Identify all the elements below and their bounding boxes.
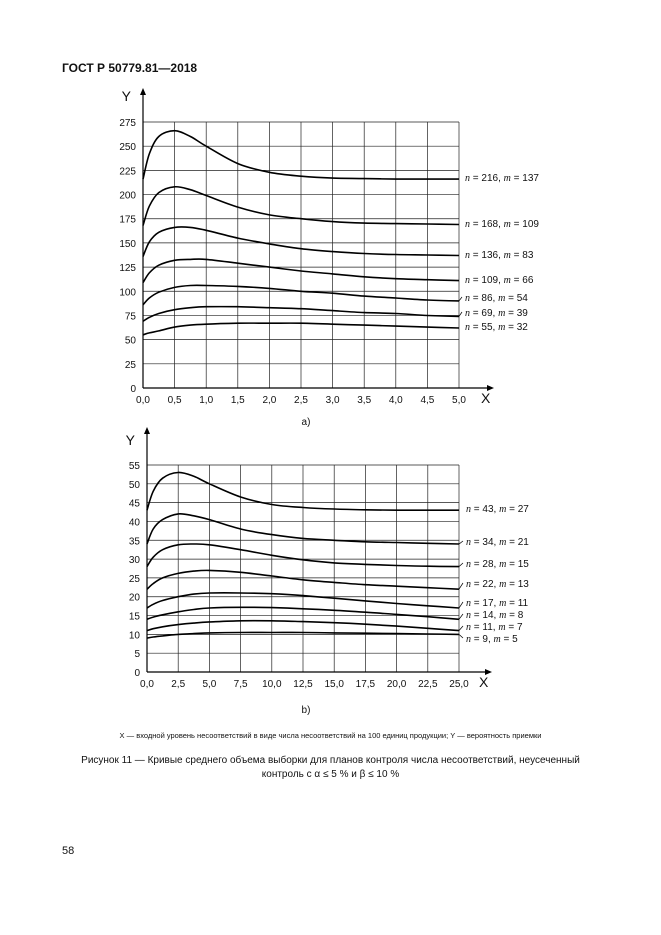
- y-tick-label: 150: [119, 238, 136, 250]
- y-tick-label: 125: [119, 263, 136, 275]
- series-label-leader: [459, 626, 463, 631]
- y-tick-label: 55: [128, 461, 140, 472]
- x-tick-label: 0,0: [136, 395, 150, 406]
- y-axis-arrow-icon: [140, 88, 146, 95]
- y-tick-label: 45: [128, 498, 140, 510]
- y-tick-label: 200: [119, 190, 136, 202]
- series-label: n = 69, m = 39: [465, 308, 528, 319]
- series-label: n = 109, m = 66: [465, 275, 534, 286]
- series-label: n = 43, m = 27: [466, 504, 529, 515]
- x-tick-label: 5,0: [452, 395, 466, 406]
- x-tick-label: 22,5: [418, 679, 438, 690]
- x-tick-label: 2,5: [294, 395, 308, 406]
- y-tick-label: 25: [128, 573, 140, 585]
- y-tick-label: 100: [119, 287, 136, 299]
- figure-caption: [60, 754, 601, 782]
- y-tick-label: 75: [124, 311, 136, 323]
- x-tick-label: 5,0: [202, 679, 217, 690]
- standard-header: ГОСТ Р 50779.81—2018: [62, 61, 198, 75]
- series-label: n = 9, m = 5: [466, 634, 518, 645]
- series-label-leader: [459, 583, 463, 589]
- y-tick-label: 250: [119, 142, 136, 154]
- x-tick-label: 1,5: [230, 395, 245, 406]
- y-tick-label: 35: [128, 536, 140, 548]
- y-tick-label: 225: [119, 166, 136, 178]
- series-label: n = 11, m = 7: [466, 622, 523, 633]
- y-tick-label: 25: [124, 359, 136, 371]
- series-label: n = 55, m = 32: [465, 322, 528, 333]
- x-tick-label: 7,5: [233, 679, 248, 690]
- y-tick-label: 20: [128, 592, 140, 604]
- y-tick-label: 50: [124, 335, 136, 347]
- series-label-leader: [459, 602, 463, 608]
- series-label-leader: [459, 541, 463, 544]
- series-label: n = 136, m = 83: [465, 250, 534, 261]
- x-axis-label: X: [481, 390, 491, 406]
- x-tick-label: 3,0: [325, 395, 340, 406]
- y-tick-label: 30: [128, 555, 140, 567]
- y-tick-label: 0: [130, 384, 136, 395]
- y-tick-label: 0: [134, 668, 140, 679]
- panel-label: a): [301, 417, 311, 428]
- y-axis-arrow-icon: [144, 427, 150, 434]
- x-tick-label: 17,5: [355, 679, 376, 690]
- x-tick-label: 15,0: [324, 679, 344, 690]
- x-tick-label: 0,5: [167, 395, 182, 406]
- x-tick-label: 10,0: [262, 679, 282, 690]
- x-tick-label: 12,5: [293, 679, 313, 690]
- x-tick-label: 2,5: [171, 679, 186, 690]
- series-label-leader: [459, 563, 463, 567]
- y-tick-label: 50: [128, 479, 140, 491]
- x-axis-label: X: [479, 674, 489, 690]
- series-label: n = 22, m = 13: [466, 579, 529, 590]
- y-tick-label: 275: [119, 118, 136, 129]
- series-label-leader: [459, 297, 462, 301]
- series-label: n = 86, m = 54: [465, 293, 528, 304]
- panel-label: b): [301, 705, 311, 716]
- series-label: n = 14, m = 8: [466, 610, 524, 621]
- y-axis-label: Y: [125, 432, 135, 448]
- figure-caption-line-1: Рисунок 11 — Кривые среднего объема выборки для планов контроля числа несоответствий, неусеченный: [81, 755, 580, 766]
- y-tick-label: 175: [119, 214, 136, 226]
- series-label: n = 28, m = 15: [466, 559, 529, 570]
- y-tick-label: 40: [128, 517, 140, 529]
- x-tick-label: 0,0: [140, 679, 154, 690]
- x-tick-label: 2,0: [262, 395, 277, 406]
- page-number: 58: [62, 845, 75, 857]
- y-tick-label: 10: [128, 630, 140, 642]
- series-label: n = 168, m = 109: [465, 219, 539, 230]
- series-label: n = 17, m = 11: [466, 598, 529, 609]
- y-axis-label: Y: [121, 88, 131, 104]
- x-tick-label: 25,0: [449, 679, 469, 690]
- series-label-leader: [459, 614, 463, 619]
- figure-caption-line-2: контроль с α ≤ 5 % и β ≤ 10 %: [261, 769, 400, 780]
- x-tick-label: 20,0: [386, 679, 407, 690]
- x-tick-label: 4,0: [388, 395, 403, 406]
- axis-legend-note: X — входной уровень несоответствий в виде числа несоответствий на 100 единиц продукции; Y — вероятность приемки: [119, 731, 542, 740]
- y-tick-label: 5: [134, 649, 140, 661]
- x-tick-label: 1,0: [199, 395, 214, 406]
- x-tick-label: 4,5: [420, 395, 435, 406]
- x-tick-label: 3,5: [357, 395, 372, 406]
- series-label-leader: [459, 312, 462, 316]
- series-label: n = 216, m = 137: [465, 173, 539, 184]
- y-tick-label: 15: [128, 611, 140, 623]
- series-label-leader: [459, 634, 463, 638]
- series-label: n = 34, m = 21: [466, 537, 529, 548]
